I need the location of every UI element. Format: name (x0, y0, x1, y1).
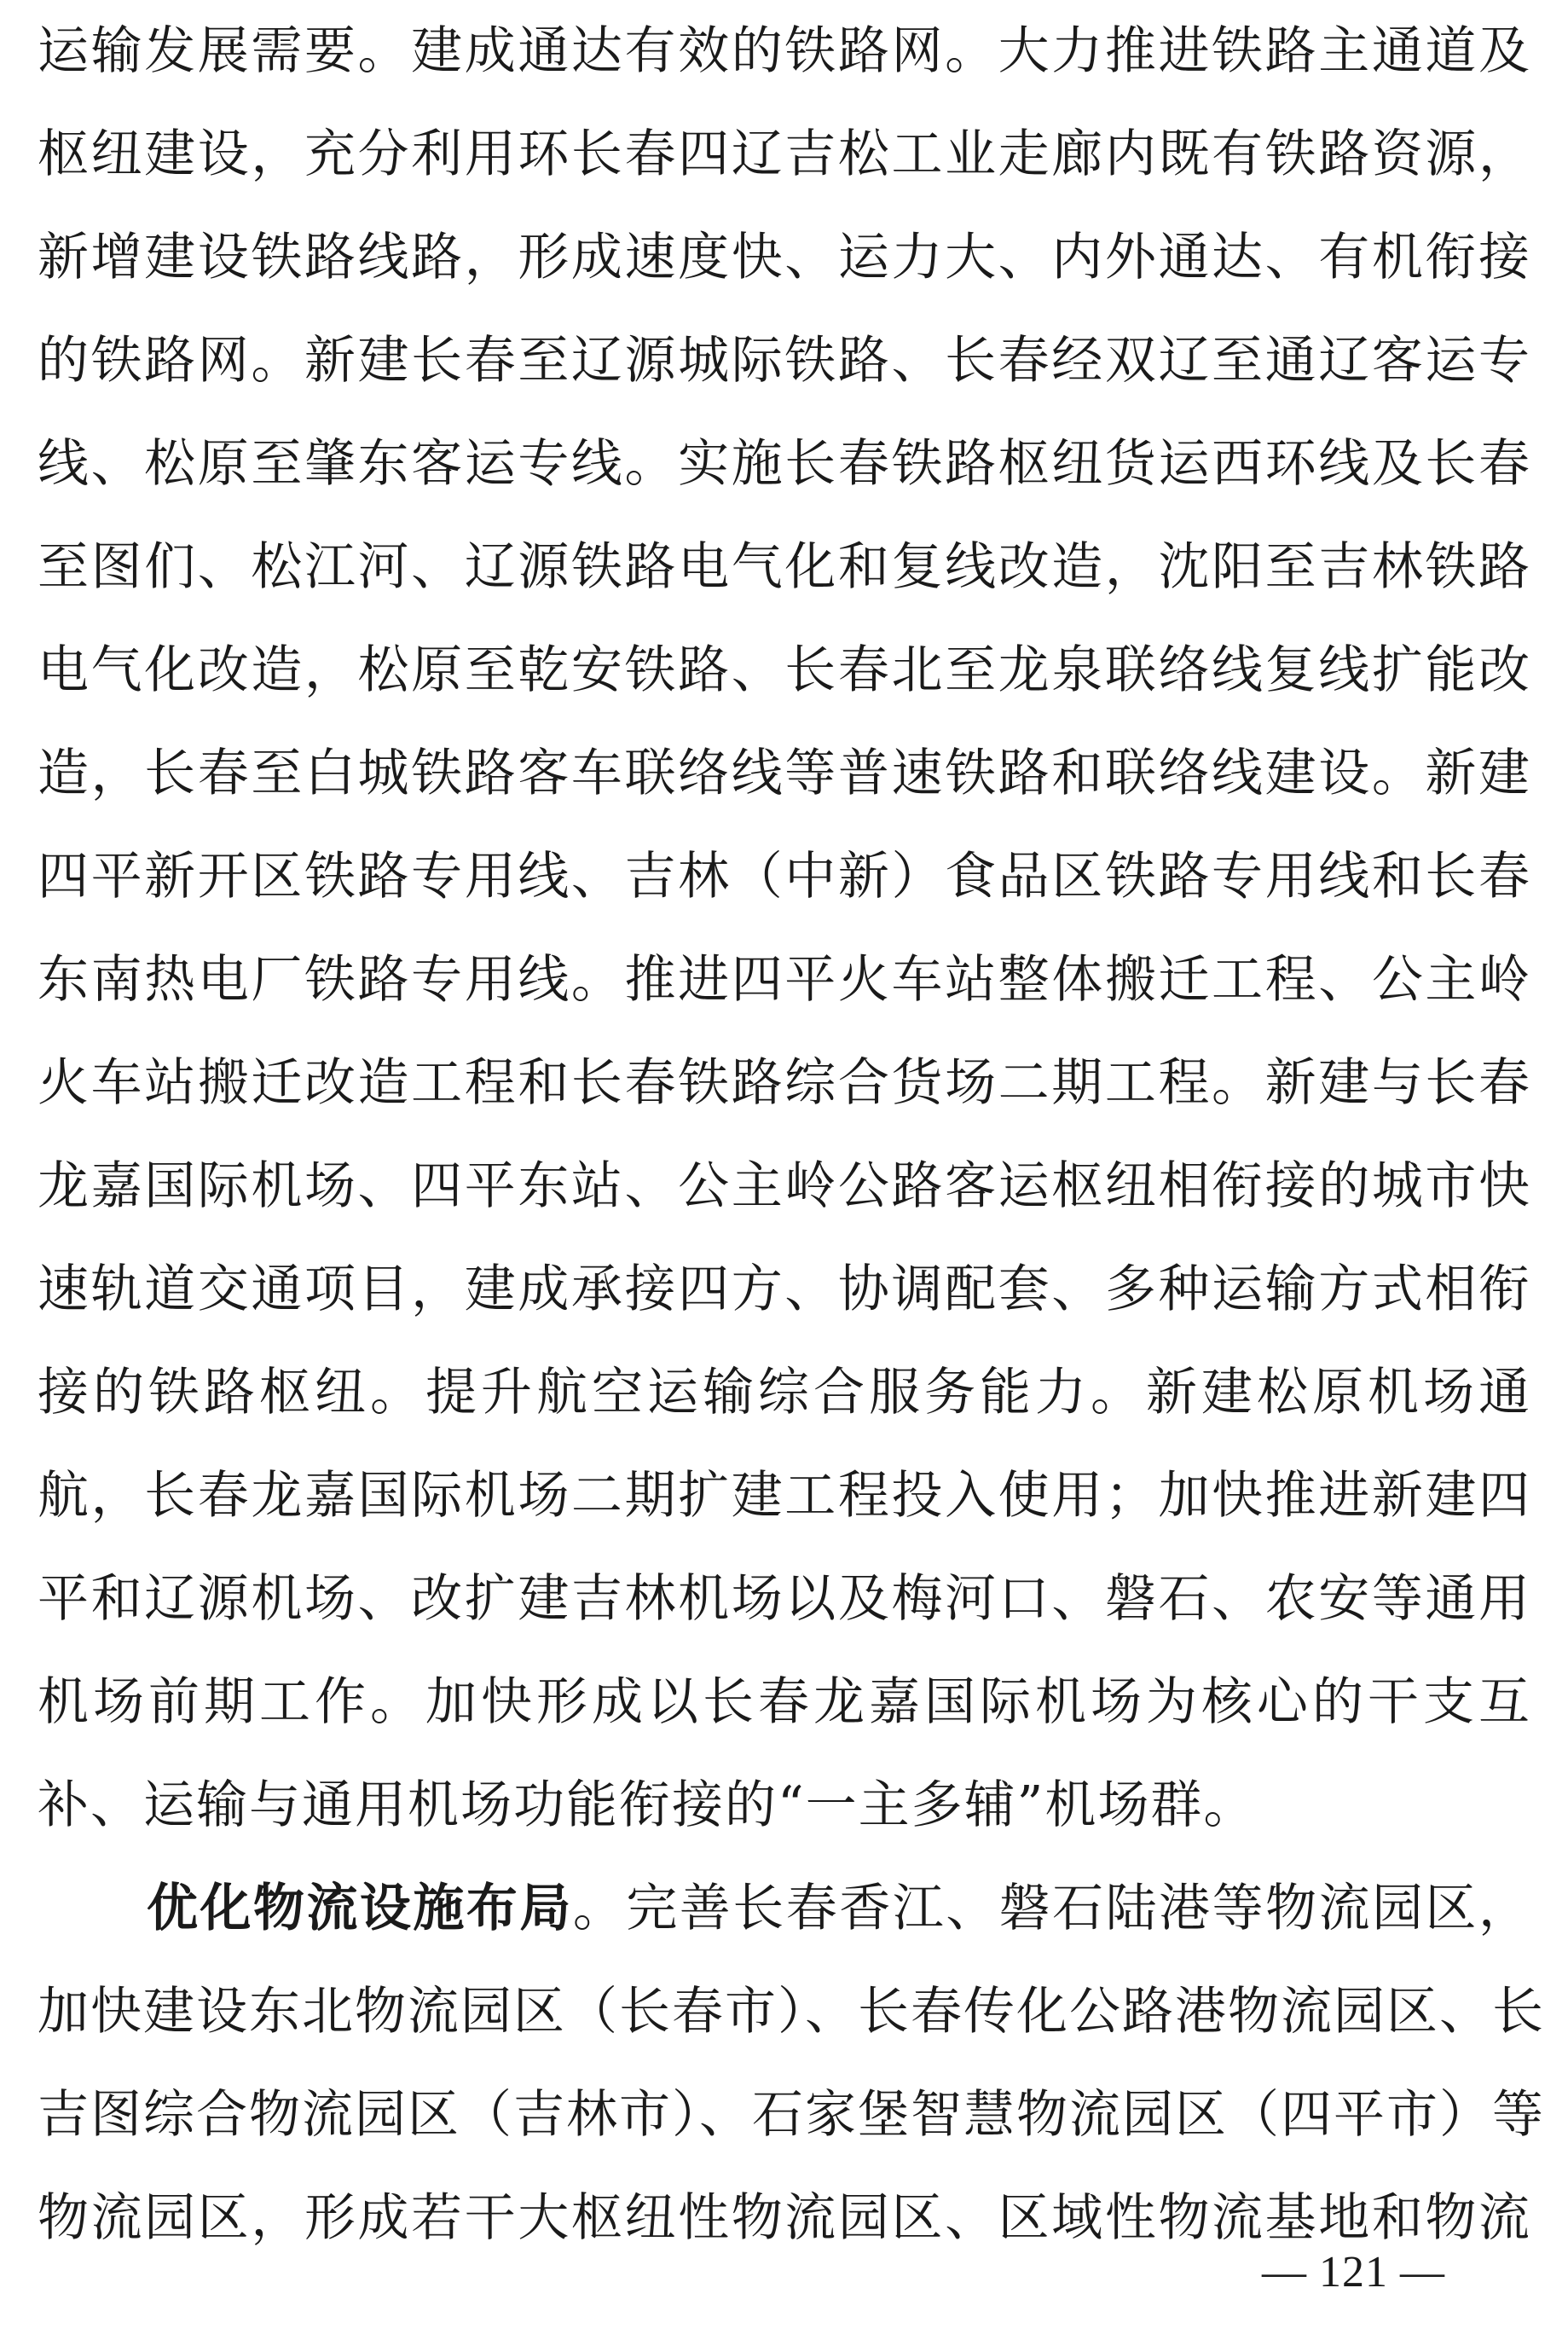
heading-continuation: 。完善长春香江、磐石陆港等物流园区， (572, 1879, 1532, 1938)
text-line: 机场前期工作。加快形成以长春龙嘉国际机场为核心的干支互 (38, 1672, 1531, 1732)
text-line: 物流园区，形成若干大枢纽性物流园区、区域性物流基地和物流 (38, 2188, 1531, 2248)
paragraph-railway-aviation (38, 0, 1531, 1857)
document-page (38, 0, 1545, 2270)
text-line: 补、运输与通用机场功能衔接的“一主多辅”机场群。 (38, 1775, 1257, 1835)
text-line: 运输发展需要。建成通达有效的铁路网。大力推进铁路主通道及 (38, 21, 1531, 81)
text-line: 枢纽建设，充分利用环长春四辽吉松工业走廊内既有铁路资源， (38, 125, 1531, 184)
text-line: 的铁路网。新建长春至辽源城际铁路、长春经双辽至通辽客运专 (38, 331, 1531, 391)
text-line: 电气化改造，松原至乾安铁路、长春北至龙泉联络线复线扩能改 (38, 640, 1531, 700)
text-line: 吉图综合物流园区（吉林市）、石家堡智慧物流园区（四平市）等 (38, 2085, 1545, 2145)
text-line: 龙嘉国际机场、四平东站、公主岭公路客运枢纽相衔接的城市快 (38, 1156, 1531, 1216)
text-line: 新增建设铁路线路，形成速度快、运力大、内外通达、有机衔接 (38, 228, 1531, 287)
text-line: 东南热电厂铁路专用线。推进四平火车站整体搬迁工程、公主岭 (38, 950, 1531, 1010)
text-line: 四平新开区铁路专用线、吉林（中新）食品区铁路专用线和长春 (38, 847, 1531, 906)
text-line: 速轨道交通项目，建成承接四方、协调配套、多种运输方式相衔 (38, 1260, 1531, 1319)
text-line: 至图们、松江河、辽源铁路电气化和复线改造，沈阳至吉林铁路 (38, 537, 1531, 597)
page-number: — 121 — (1262, 2248, 1445, 2297)
paragraph-logistics (38, 1857, 1545, 2270)
text-line: 火车站搬迁改造工程和长春铁路综合货场二期工程。新建与长春 (38, 1053, 1531, 1113)
paragraph-first-line (38, 1857, 1531, 1961)
text-line: 平和辽源机场、改扩建吉林机场以及梅河口、磐石、农安等通用 (38, 1569, 1531, 1629)
section-heading: 优化物流设施布局 (147, 1879, 573, 1938)
text-line: 接的铁路枢纽。提升航空运输综合服务能力。新建松原机场通 (38, 1363, 1531, 1422)
text-line: 加快建设东北物流园区（长春市）、长春传化公路港物流园区、长 (38, 1982, 1545, 2042)
text-line: 线、松原至肇东客运专线。实施长春铁路枢纽货运西环线及长春 (38, 434, 1531, 494)
text-line: 航，长春龙嘉国际机场二期扩建工程投入使用；加快推进新建四 (38, 1466, 1531, 1526)
text-line: 造，长春至白城铁路客车联络线等普速铁路和联络线建设。新建 (38, 744, 1531, 803)
